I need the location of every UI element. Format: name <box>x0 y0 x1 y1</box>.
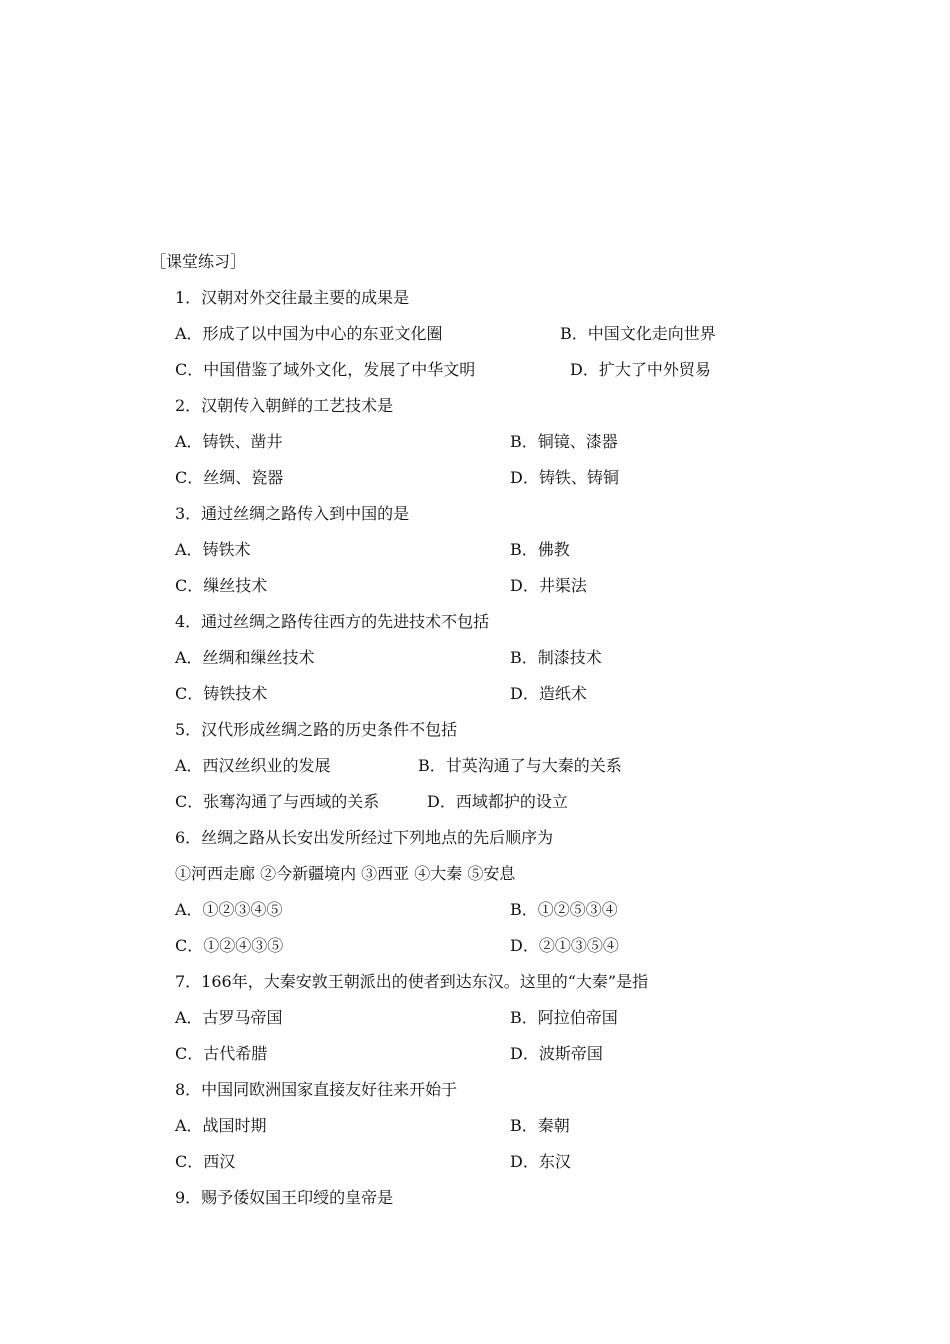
question-6-places: ①河西走廊 ②今新疆境内 ③西亚 ④大秦 ⑤安息 <box>175 864 516 883</box>
question-8-stem: 8．中国同欧洲国家直接友好往来开始于 <box>175 1080 458 1099</box>
question-1-option-b: B．中国文化走向世界 <box>560 324 716 343</box>
question-1-stem: 1．汉朝对外交往最主要的成果是 <box>175 288 410 307</box>
question-6-option-c: C．①②④③⑤ <box>175 936 284 955</box>
question-3-stem: 3．通过丝绸之路传入到中国的是 <box>175 504 410 523</box>
question-4-stem: 4．通过丝绸之路传往西方的先进技术不包括 <box>175 612 490 631</box>
question-5-option-c: C．张骞沟通了与西域的关系 <box>175 792 380 811</box>
question-2-option-c: C．丝绸、瓷器 <box>175 468 284 487</box>
question-5-option-b: B．甘英沟通了与大秦的关系 <box>418 756 622 775</box>
question-7-option-d: D．波斯帝国 <box>510 1044 603 1063</box>
question-4-option-d: D．造纸术 <box>510 684 587 703</box>
question-8-option-b: B．秦朝 <box>510 1116 570 1135</box>
question-6-stem: 6．丝绸之路从长安出发所经过下列地点的先后顺序为 <box>175 828 554 847</box>
question-3-option-b: B．佛教 <box>510 540 570 559</box>
question-2-option-b: B．铜镜、漆器 <box>510 432 618 451</box>
question-2-option-a: A．铸铁、凿井 <box>175 432 283 451</box>
question-4-option-b: B．制漆技术 <box>510 648 602 667</box>
question-1-option-d: D．扩大了中外贸易 <box>570 360 711 379</box>
section-title: ［课堂练习］ <box>150 252 247 271</box>
question-7-option-c: C．古代希腊 <box>175 1044 268 1063</box>
question-2-option-d: D．铸铁、铸铜 <box>510 468 619 487</box>
question-6-option-b: B．①②⑤③④ <box>510 900 618 919</box>
question-3-option-a: A．铸铁术 <box>175 540 251 559</box>
question-1-option-c: C．中国借鉴了域外文化，发展了中华文明 <box>175 360 476 379</box>
question-5-stem: 5．汉代形成丝绸之路的历史条件不包括 <box>175 720 458 739</box>
question-4-option-c: C．铸铁技术 <box>175 684 268 703</box>
question-8-option-a: A．战国时期 <box>175 1116 267 1135</box>
question-4-option-a: A．丝绸和缫丝技术 <box>175 648 315 667</box>
question-8-option-d: D．东汉 <box>510 1152 571 1171</box>
question-6-option-d: D．②①③⑤④ <box>510 936 619 955</box>
question-5-option-d: D．西域都护的设立 <box>427 792 568 811</box>
question-3-option-c: C．缫丝技术 <box>175 576 268 595</box>
question-7-stem: 7．166年，大秦安敦王朝派出的使者到达东汉。这里的“大秦”是指 <box>175 972 649 991</box>
question-3-option-d: D．井渠法 <box>510 576 587 595</box>
question-7-option-a: A．古罗马帝国 <box>175 1008 283 1027</box>
question-8-option-c: C．西汉 <box>175 1152 236 1171</box>
question-2-stem: 2．汉朝传入朝鲜的工艺技术是 <box>175 396 394 415</box>
question-9-stem: 9．赐予倭奴国王印绶的皇帝是 <box>175 1188 394 1207</box>
question-6-option-a: A．①②③④⑤ <box>175 900 283 919</box>
question-5-option-a: A．西汉丝织业的发展 <box>175 756 331 775</box>
question-1-option-a: A．形成了以中国为中心的东亚文化圈 <box>175 324 443 343</box>
question-7-option-b: B．阿拉伯帝国 <box>510 1008 618 1027</box>
